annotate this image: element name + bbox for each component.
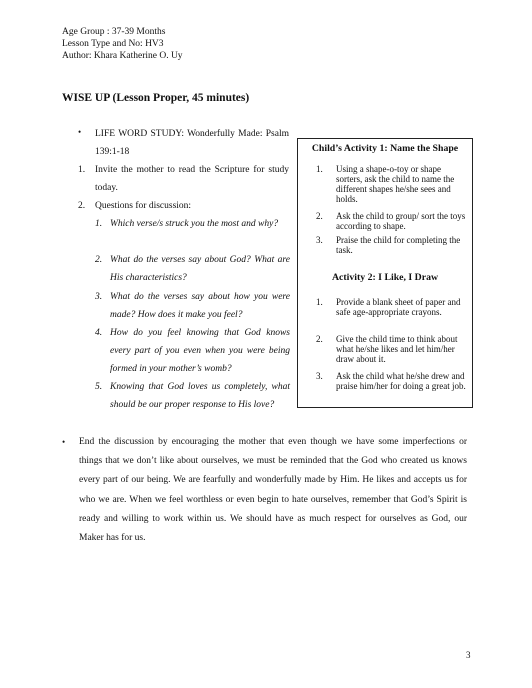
activity-1-item-3-text: Praise the child for completing the task. — [336, 235, 461, 255]
activity-2-item-2-number: 2. — [316, 334, 323, 344]
header-age-group: Age Group : 37-39 Months — [62, 27, 166, 37]
activity-2-item-2-text: Give the child time to think about what he/she likes and let him/her draw about it. — [336, 334, 458, 364]
closing-bullet: • — [62, 437, 66, 447]
activity-2-item-3-text: Ask the child what he/she drew and praise him/her for doing a great job. — [336, 371, 466, 391]
page-number: 3 — [466, 650, 471, 660]
step-2-text: Questions for discussion: — [95, 201, 192, 211]
step-2-number: 2. — [78, 201, 86, 211]
activity-1-item-2-text: Ask the child to group/ sort the toys according to shape. — [336, 211, 466, 231]
life-word-study: LIFE WORD STUDY: Wonderfully Made: Psalm 139:1-18 — [95, 129, 289, 157]
step-1-text: Invite the mother to read the Scripture for study today. — [95, 165, 289, 193]
life-word-bullet: • — [78, 127, 82, 137]
activity-1-item-1-number: 1. — [316, 164, 323, 174]
question-4-number: 4. — [95, 328, 103, 338]
question-3-number: 3. — [95, 292, 103, 302]
question-5-text: Knowing that God loves us completely, what should be our proper response to His love? — [110, 382, 290, 410]
activity-1-title: Child’s Activity 1: Name the Shape — [311, 143, 459, 154]
activity-2-item-1-text: Provide a blank sheet of paper and safe age-appropriate crayons. — [336, 297, 461, 317]
section-title: WISE UP (Lesson Proper, 45 minutes) — [62, 92, 250, 104]
header-author: Author: Khara Katherine O. Uy — [62, 51, 183, 61]
activity-1-item-1-text: Using a shape-o-toy or shape sorters, ask the child to name the different shapes he/she sees and holds. — [336, 164, 455, 204]
question-5-number: 5. — [95, 382, 103, 392]
question-2-text: What do the verses say about God? What are His characteristics? — [110, 255, 290, 283]
activity-2-item-3-number: 3. — [316, 371, 323, 381]
question-1-number: 1. — [95, 219, 103, 229]
header-lesson-type: Lesson Type and No: HV3 — [62, 39, 164, 49]
activity-2-item-1-number: 1. — [316, 297, 323, 307]
activity-1-item-2-number: 2. — [316, 211, 323, 221]
activity-1-item-3-number: 3. — [316, 235, 323, 245]
question-4-text: How do you feel knowing that God knows every part of you even when you were being formed in your mother’s womb? — [110, 328, 290, 374]
step-1-number: 1. — [78, 165, 86, 175]
closing-paragraph: End the discussion by encouraging the mother that even though we have some imperfections or things that we don’t like about ourselves, we must be reminded that the God who created us knows every part of our being. We are fearfully and wonderfully made by Him. He likes and accepts us for who we are. When we feel worthless or even begin to hate ourselves, remember that God’s Spirit is ready and willing to work within us. We should have as much respect for ourselves as God, our Maker has for us. — [79, 437, 467, 544]
question-3-text: What do the verses say about how you were made? How does it make you feel? — [110, 292, 290, 320]
activity-2-title: Activity 2: I Like, I Draw — [331, 272, 439, 283]
question-1-text: Which verse/s struck you the most and why? — [110, 219, 279, 229]
question-2-number: 2. — [95, 255, 103, 265]
